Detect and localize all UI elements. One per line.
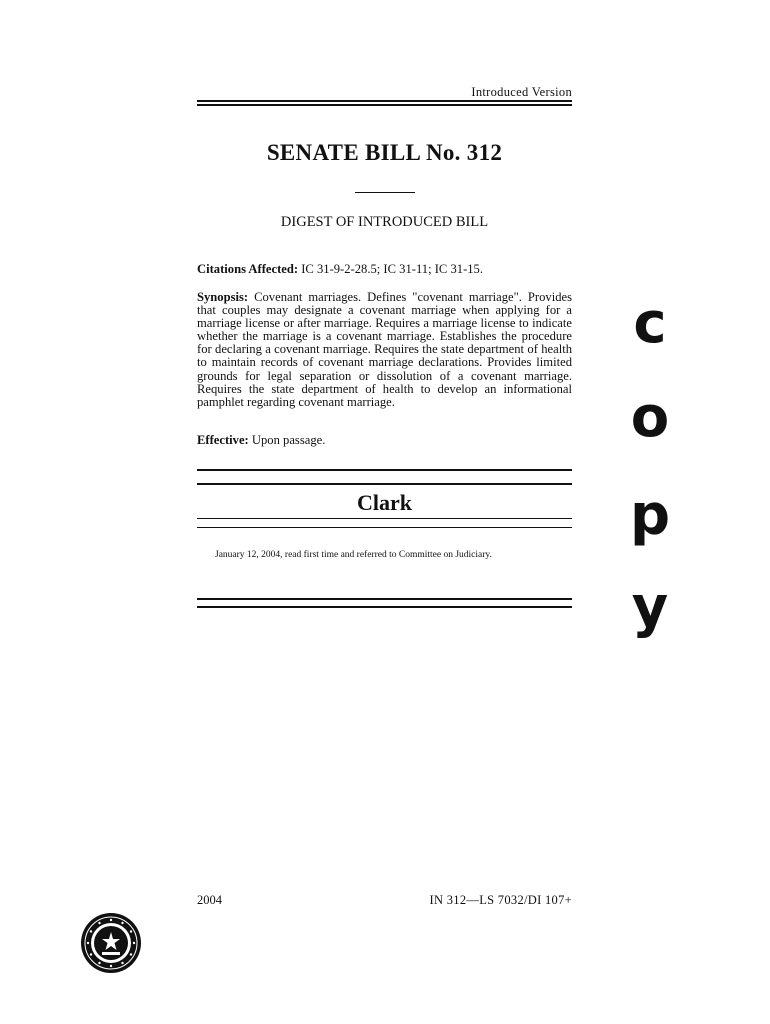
digest-heading: DIGEST OF INTRODUCED BILL <box>280 214 489 230</box>
footer-year: 2004 <box>197 893 222 907</box>
state-seal-icon <box>80 912 142 974</box>
history-rule-1 <box>197 598 572 600</box>
sponsor-rule-1 <box>197 469 572 471</box>
bill-title: SENATE BILL No. 312 <box>266 140 503 165</box>
citations-text: IC 31-9-2-28.5; IC 31-11; IC 31-15. <box>301 262 484 276</box>
effective-text: Upon passage. <box>251 433 326 447</box>
synopsis-label: Synopsis: <box>197 290 249 304</box>
citations-paragraph <box>197 263 572 276</box>
citations-label: Citations Affected: <box>197 262 299 276</box>
synopsis-paragraph <box>197 291 572 409</box>
version-label: Introduced Version <box>471 85 572 99</box>
sponsor-rule-4 <box>197 527 572 528</box>
copy-letter-o: o <box>630 385 670 450</box>
footer-code: IN 312—LS 7032/DI 107+ <box>429 893 572 907</box>
copy-letter-y: y <box>631 575 669 640</box>
legislative-history: January 12, 2004, read first time and referred to Committee on Judiciary. <box>215 550 492 560</box>
effective-paragraph <box>197 434 572 447</box>
header-rule-bottom <box>197 104 572 106</box>
copy-letter-c: c <box>633 291 667 356</box>
sponsor-rule-2 <box>197 483 572 485</box>
copy-letter-p: p <box>629 483 671 548</box>
history-rule-2 <box>197 606 572 608</box>
title-dash <box>355 192 415 193</box>
sponsor-rule-3 <box>197 518 572 519</box>
sponsor-name: Clark <box>357 490 412 515</box>
synopsis-text: Covenant marriages. Defines "covenant marriage". Provides that couples may designate a covenant marriage when applying for a marriage license or after marriage. Requires a marriage license to indicate whether the marriage is a covenant marriage. Establishes the procedure for declaring a covenant marriage. Requires the state department of health to maintain records of covenant marriage declarations. Provides limited grounds for legal separation or dissolution of a covenant marriage. Requires the state department of health to develop an informational pamphlet regarding covenant marriage. <box>197 290 572 409</box>
effective-label: Effective: <box>197 433 249 447</box>
header-rule-top <box>197 100 572 102</box>
